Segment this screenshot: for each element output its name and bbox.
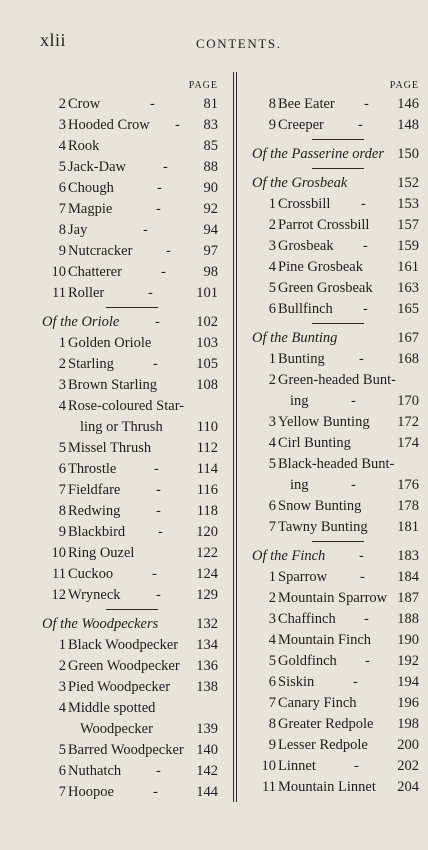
entry-number: 5 bbox=[268, 653, 276, 669]
entry-page-number: 192 bbox=[397, 653, 419, 669]
entry-name: ing bbox=[290, 477, 309, 493]
entry-number: 3 bbox=[268, 611, 276, 627]
section-title: Of the Finch bbox=[252, 548, 326, 564]
section-heading bbox=[250, 546, 425, 567]
leader-dash: - bbox=[351, 393, 356, 409]
section-title: Of the Oriole bbox=[42, 314, 120, 330]
entry-page-number: 178 bbox=[397, 498, 419, 514]
leader-dash: - bbox=[351, 477, 356, 493]
entry-page-number: 136 bbox=[196, 658, 218, 674]
leader-dash: - bbox=[359, 548, 364, 564]
entry-name: Throstle bbox=[68, 461, 117, 477]
contents-entry bbox=[40, 157, 224, 178]
entry-name: Barred Woodpecker bbox=[68, 742, 184, 758]
section-rule bbox=[250, 165, 425, 173]
entry-page-number: 110 bbox=[196, 419, 218, 435]
leader-dash: - bbox=[358, 117, 363, 133]
contents-entry bbox=[40, 178, 224, 199]
contents-entry bbox=[40, 199, 224, 220]
entry-page-number: 152 bbox=[397, 175, 419, 191]
leader-dash: - bbox=[353, 674, 358, 690]
entry-name: Sparrow bbox=[278, 569, 328, 585]
section-rule bbox=[40, 606, 224, 614]
contents-entry bbox=[40, 761, 224, 782]
section-rule bbox=[250, 538, 425, 546]
contents-entry bbox=[250, 651, 425, 672]
entry-name: Middle spotted bbox=[68, 700, 156, 716]
entry-page-number: 108 bbox=[196, 377, 218, 393]
entry-page-number: 172 bbox=[397, 414, 419, 430]
entry-name: Rook bbox=[68, 138, 100, 154]
contents-entry bbox=[40, 375, 224, 396]
leader-dash: - bbox=[152, 566, 157, 582]
contents-entry bbox=[250, 433, 425, 454]
entry-page-number: 90 bbox=[203, 180, 218, 196]
leader-dash: - bbox=[360, 569, 365, 585]
entry-number: 2 bbox=[268, 217, 276, 233]
page-number: xlii bbox=[40, 30, 67, 50]
entry-name: Roller bbox=[68, 285, 105, 301]
leader-dash: - bbox=[143, 222, 148, 238]
contents-entry bbox=[40, 543, 224, 564]
entry-name: Cuckoo bbox=[68, 566, 114, 582]
contents-entry bbox=[250, 496, 425, 517]
entry-page-number: 188 bbox=[397, 611, 419, 627]
entry-number: 10 bbox=[51, 545, 66, 561]
section-rule bbox=[250, 136, 425, 144]
entry-name: Snow Bunting bbox=[278, 498, 362, 514]
contents-entry bbox=[250, 588, 425, 609]
contents-entry bbox=[40, 94, 224, 115]
section-title: Of the Passerine order bbox=[252, 146, 384, 162]
leader-dash: - bbox=[150, 96, 155, 112]
entry-number: 6 bbox=[268, 301, 276, 317]
leader-dash: - bbox=[158, 524, 163, 540]
contents-entry bbox=[40, 459, 224, 480]
entry-number: 4 bbox=[268, 259, 276, 275]
entry-number: 9 bbox=[268, 117, 276, 133]
entry-page-number: 132 bbox=[196, 616, 218, 632]
leader-dash: - bbox=[364, 96, 369, 112]
entry-name: Brown Starling bbox=[68, 377, 158, 393]
contents-entry bbox=[40, 635, 224, 656]
entry-page-number: 101 bbox=[196, 285, 218, 301]
entry-number: 3 bbox=[268, 414, 276, 430]
entry-page-number: 140 bbox=[196, 742, 218, 758]
entry-number: 4 bbox=[58, 138, 66, 154]
contents-entry bbox=[250, 735, 425, 756]
contents-entry bbox=[250, 714, 425, 735]
contents-entry bbox=[250, 777, 425, 798]
leader-dash: - bbox=[364, 611, 369, 627]
entry-number: 8 bbox=[268, 716, 276, 732]
entry-name: Green Grosbeak bbox=[278, 280, 373, 296]
contents-entry bbox=[40, 501, 224, 522]
entry-page-number: 163 bbox=[397, 280, 419, 296]
entry-page-number: 153 bbox=[397, 196, 419, 212]
entry-name: Blackbird bbox=[68, 524, 126, 540]
leader-dash: - bbox=[166, 243, 171, 259]
contents-entry bbox=[40, 438, 224, 459]
entry-name: Nuthatch bbox=[68, 763, 122, 779]
entry-page-number: 112 bbox=[196, 440, 218, 456]
contents-entry bbox=[250, 391, 425, 412]
entry-number: 3 bbox=[58, 679, 66, 695]
column-divider bbox=[233, 72, 237, 802]
entry-name: Bee Eater bbox=[278, 96, 335, 112]
leader-dash: - bbox=[156, 503, 161, 519]
entry-number: 3 bbox=[268, 238, 276, 254]
entry-name: Rose-coloured Star- bbox=[68, 398, 185, 414]
contents-entry bbox=[40, 677, 224, 698]
entry-name: Starling bbox=[68, 356, 114, 372]
contents-entry bbox=[250, 672, 425, 693]
section-rule bbox=[40, 304, 224, 312]
entry-name: Redwing bbox=[68, 503, 121, 519]
entry-page-number: 170 bbox=[397, 393, 419, 409]
contents-entry bbox=[40, 283, 224, 304]
entry-number: 5 bbox=[58, 742, 66, 758]
contents-entry bbox=[250, 412, 425, 433]
entry-page-number: 129 bbox=[196, 587, 218, 603]
entry-page-number: 81 bbox=[203, 96, 218, 112]
leader-dash: - bbox=[363, 301, 368, 317]
entry-name: Nutcracker bbox=[68, 243, 133, 259]
entry-page-number: 83 bbox=[203, 117, 218, 133]
entry-page-number: 103 bbox=[196, 335, 218, 351]
entry-name: Hoopoe bbox=[68, 784, 114, 800]
entry-number: 2 bbox=[268, 372, 276, 388]
entry-number: 9 bbox=[58, 524, 66, 540]
contents-entry bbox=[40, 782, 224, 803]
contents-entry bbox=[40, 740, 224, 761]
page-column-header: PAGE bbox=[389, 80, 419, 91]
entry-number: 1 bbox=[58, 335, 66, 351]
entry-number: 1 bbox=[268, 569, 276, 585]
entry-name: Fieldfare bbox=[68, 482, 121, 498]
entry-page-number: 202 bbox=[397, 758, 419, 774]
contents-entry bbox=[40, 522, 224, 543]
contents-entry bbox=[40, 396, 224, 417]
contents-entry bbox=[40, 656, 224, 677]
contents-entry bbox=[250, 609, 425, 630]
entry-name: Missel Thrush bbox=[68, 440, 152, 456]
entry-page-number: 184 bbox=[397, 569, 419, 585]
entry-number: 1 bbox=[268, 196, 276, 212]
entry-name: Black-headed Bunt- bbox=[278, 456, 395, 472]
contents-entry bbox=[250, 454, 425, 475]
entry-name: Parrot Crossbill bbox=[278, 217, 370, 233]
entry-number: 7 bbox=[58, 482, 66, 498]
entry-page-number: 194 bbox=[397, 674, 419, 690]
entry-name: Pine Grosbeak bbox=[278, 259, 363, 275]
entry-page-number: 114 bbox=[196, 461, 218, 477]
entry-page-number: 157 bbox=[397, 217, 419, 233]
leader-dash: - bbox=[365, 653, 370, 669]
contents-entry bbox=[250, 299, 425, 320]
entry-page-number: 167 bbox=[397, 330, 419, 346]
leader-dash: - bbox=[157, 180, 162, 196]
section-title: Of the Woodpeckers bbox=[42, 616, 159, 632]
contents-entry bbox=[40, 115, 224, 136]
contents-entry bbox=[250, 630, 425, 651]
entry-page-number: 176 bbox=[397, 477, 419, 493]
entry-number: 11 bbox=[52, 566, 66, 582]
entry-number: 9 bbox=[58, 243, 66, 259]
entry-name: Magpie bbox=[68, 201, 113, 217]
entry-number: 5 bbox=[268, 456, 276, 472]
entry-page-number: 102 bbox=[196, 314, 218, 330]
leader-dash: - bbox=[361, 196, 366, 212]
entry-number: 6 bbox=[58, 180, 66, 196]
leader-dash: - bbox=[148, 285, 153, 301]
entry-number: 9 bbox=[268, 737, 276, 753]
entry-name: Crossbill bbox=[278, 196, 331, 212]
entry-page-number: 97 bbox=[203, 243, 218, 259]
entry-name: Green Woodpecker bbox=[68, 658, 180, 674]
entry-number: 7 bbox=[268, 519, 276, 535]
entry-page-number: 142 bbox=[196, 763, 218, 779]
section-rule bbox=[250, 320, 425, 328]
entry-name: Tawny Bunting bbox=[278, 519, 368, 535]
entry-number: 6 bbox=[58, 461, 66, 477]
section-title: Of the Grosbeak bbox=[252, 175, 348, 191]
contents-entry bbox=[40, 262, 224, 283]
entry-name: Creeper bbox=[278, 117, 324, 133]
entry-page-number: 148 bbox=[397, 117, 419, 133]
contents-entry bbox=[250, 257, 425, 278]
entry-name: Mountain Linnet bbox=[278, 779, 376, 795]
entry-name: Greater Redpole bbox=[278, 716, 374, 732]
entry-name: Chough bbox=[68, 180, 114, 196]
entry-page-number: 134 bbox=[196, 637, 218, 653]
entry-page-number: 165 bbox=[397, 301, 419, 317]
contents-entry bbox=[40, 220, 224, 241]
contents-entry bbox=[250, 236, 425, 257]
entry-number: 1 bbox=[58, 637, 66, 653]
leader-dash: - bbox=[163, 159, 168, 175]
entry-number: 12 bbox=[51, 587, 66, 603]
entry-page-number: 120 bbox=[196, 524, 218, 540]
leader-dash: - bbox=[155, 314, 160, 330]
entry-number: 11 bbox=[52, 285, 66, 301]
entry-name: Mountain Finch bbox=[278, 632, 372, 648]
entry-name: Jack-Daw bbox=[68, 159, 126, 175]
contents-entry bbox=[40, 564, 224, 585]
contents-entry bbox=[250, 370, 425, 391]
contents-entry bbox=[40, 333, 224, 354]
entry-page-number: 118 bbox=[196, 503, 218, 519]
entry-number: 10 bbox=[51, 264, 66, 280]
contents-entry bbox=[250, 215, 425, 236]
leader-dash: - bbox=[153, 784, 158, 800]
section-title: Of the Bunting bbox=[252, 330, 338, 346]
entry-page-number: 183 bbox=[397, 548, 419, 564]
leader-dash: - bbox=[354, 758, 359, 774]
entry-name: Ring Ouzel bbox=[68, 545, 135, 561]
entry-number: 2 bbox=[58, 356, 66, 372]
page-column-header: PAGE bbox=[188, 80, 218, 91]
contents-entry bbox=[250, 115, 425, 136]
contents-entry bbox=[250, 194, 425, 215]
entry-page-number: 98 bbox=[203, 264, 218, 280]
entry-number: 2 bbox=[268, 590, 276, 606]
entry-name: Golden Oriole bbox=[68, 335, 152, 351]
entry-name: Bullfinch bbox=[278, 301, 333, 317]
leader-dash: - bbox=[154, 461, 159, 477]
entry-number: 4 bbox=[268, 435, 276, 451]
entry-number: 4 bbox=[268, 632, 276, 648]
entry-number: 6 bbox=[58, 763, 66, 779]
entry-page-number: 181 bbox=[397, 519, 419, 535]
entry-number: 2 bbox=[58, 658, 66, 674]
leader-dash: - bbox=[175, 117, 180, 133]
entry-name: Jay bbox=[68, 222, 88, 238]
leader-dash: - bbox=[156, 201, 161, 217]
entry-page-number: 150 bbox=[397, 146, 419, 162]
entry-name: Mountain Sparrow bbox=[278, 590, 388, 606]
contents-entry bbox=[40, 480, 224, 501]
contents-entry bbox=[250, 475, 425, 496]
entry-page-number: 187 bbox=[397, 590, 419, 606]
entry-page-number: 88 bbox=[203, 159, 218, 175]
entry-page-number: 204 bbox=[397, 779, 419, 795]
entry-number: 7 bbox=[268, 695, 276, 711]
entry-page-number: 196 bbox=[397, 695, 419, 711]
leader-dash: - bbox=[156, 763, 161, 779]
entry-name: Cirl Bunting bbox=[278, 435, 351, 451]
leader-dash: - bbox=[161, 264, 166, 280]
entry-number: 5 bbox=[58, 159, 66, 175]
entry-name: Hooded Crow bbox=[68, 117, 150, 133]
entry-name: Yellow Bunting bbox=[278, 414, 370, 430]
contents-entry bbox=[40, 719, 224, 740]
entry-name: Chaffinch bbox=[278, 611, 336, 627]
entry-page-number: 124 bbox=[196, 566, 218, 582]
entry-number: 7 bbox=[58, 784, 66, 800]
entry-number: 4 bbox=[58, 398, 66, 414]
entry-page-number: 122 bbox=[196, 545, 218, 561]
contents-entry bbox=[250, 278, 425, 299]
contents-entry bbox=[40, 585, 224, 606]
entry-name: Crow bbox=[68, 96, 101, 112]
entry-number: 3 bbox=[58, 377, 66, 393]
entry-number: 4 bbox=[58, 700, 66, 716]
entry-name: Woodpecker bbox=[80, 721, 153, 737]
entry-number: 10 bbox=[261, 758, 276, 774]
contents-entry bbox=[40, 241, 224, 262]
entry-page-number: 85 bbox=[203, 138, 218, 154]
entry-page-number: 144 bbox=[196, 784, 218, 800]
entry-page-number: 161 bbox=[397, 259, 419, 275]
leader-dash: - bbox=[156, 587, 161, 603]
section-heading bbox=[40, 614, 224, 635]
section-heading bbox=[250, 173, 425, 194]
entry-page-number: 105 bbox=[196, 356, 218, 372]
section-heading bbox=[250, 144, 425, 165]
entry-name: Green-headed Bunt- bbox=[278, 372, 396, 388]
section-heading bbox=[40, 312, 224, 333]
contents-entry bbox=[40, 354, 224, 375]
entry-number: 7 bbox=[58, 201, 66, 217]
entry-name: ling or Thrush bbox=[80, 419, 163, 435]
entry-page-number: 200 bbox=[397, 737, 419, 753]
entry-name: Lesser Redpole bbox=[278, 737, 368, 753]
entry-name: Bunting bbox=[278, 351, 325, 367]
entry-page-number: 174 bbox=[397, 435, 419, 451]
entry-name: Goldfinch bbox=[278, 653, 337, 669]
contents-entry bbox=[250, 756, 425, 777]
entry-page-number: 190 bbox=[397, 632, 419, 648]
entry-number: 3 bbox=[58, 117, 66, 133]
entry-page-number: 198 bbox=[397, 716, 419, 732]
contents-column-right bbox=[250, 78, 425, 798]
entry-name: Black Woodpecker bbox=[68, 637, 179, 653]
leader-dash: - bbox=[363, 238, 368, 254]
entry-name: Wryneck bbox=[68, 587, 121, 603]
contents-entry bbox=[250, 94, 425, 115]
entry-number: 11 bbox=[262, 779, 276, 795]
entry-number: 6 bbox=[268, 674, 276, 690]
contents-entry bbox=[250, 349, 425, 370]
entry-number: 5 bbox=[58, 440, 66, 456]
section-heading bbox=[250, 328, 425, 349]
entry-name: ing bbox=[290, 393, 309, 409]
entry-page-number: 138 bbox=[196, 679, 218, 695]
contents-entry bbox=[250, 567, 425, 588]
entry-name: Siskin bbox=[278, 674, 315, 690]
entry-name: Canary Finch bbox=[278, 695, 357, 711]
contents-entry bbox=[40, 136, 224, 157]
entry-number: 1 bbox=[268, 351, 276, 367]
entry-page-number: 139 bbox=[196, 721, 218, 737]
leader-dash: - bbox=[156, 482, 161, 498]
contents-entry bbox=[40, 698, 224, 719]
entry-page-number: 159 bbox=[397, 238, 419, 254]
entry-number: 6 bbox=[268, 498, 276, 514]
contents-column-left bbox=[40, 78, 224, 803]
entry-number: 8 bbox=[58, 222, 66, 238]
entry-page-number: 94 bbox=[203, 222, 218, 238]
entry-name: Linnet bbox=[278, 758, 316, 774]
entry-number: 8 bbox=[268, 96, 276, 112]
running-head: CONTENTS. bbox=[196, 36, 282, 51]
entry-page-number: 116 bbox=[196, 482, 218, 498]
entry-name: Chatterer bbox=[68, 264, 122, 280]
entry-number: 2 bbox=[58, 96, 66, 112]
entry-page-number: 168 bbox=[397, 351, 419, 367]
leader-dash: - bbox=[359, 351, 364, 367]
entry-page-number: 146 bbox=[397, 96, 419, 112]
contents-entry bbox=[40, 417, 224, 438]
entry-number: 8 bbox=[58, 503, 66, 519]
entry-number: 5 bbox=[268, 280, 276, 296]
leader-dash: - bbox=[153, 356, 158, 372]
contents-entry bbox=[250, 517, 425, 538]
entry-page-number: 92 bbox=[203, 201, 218, 217]
entry-name: Grosbeak bbox=[278, 238, 334, 254]
contents-entry bbox=[250, 693, 425, 714]
entry-name: Pied Woodpecker bbox=[68, 679, 171, 695]
